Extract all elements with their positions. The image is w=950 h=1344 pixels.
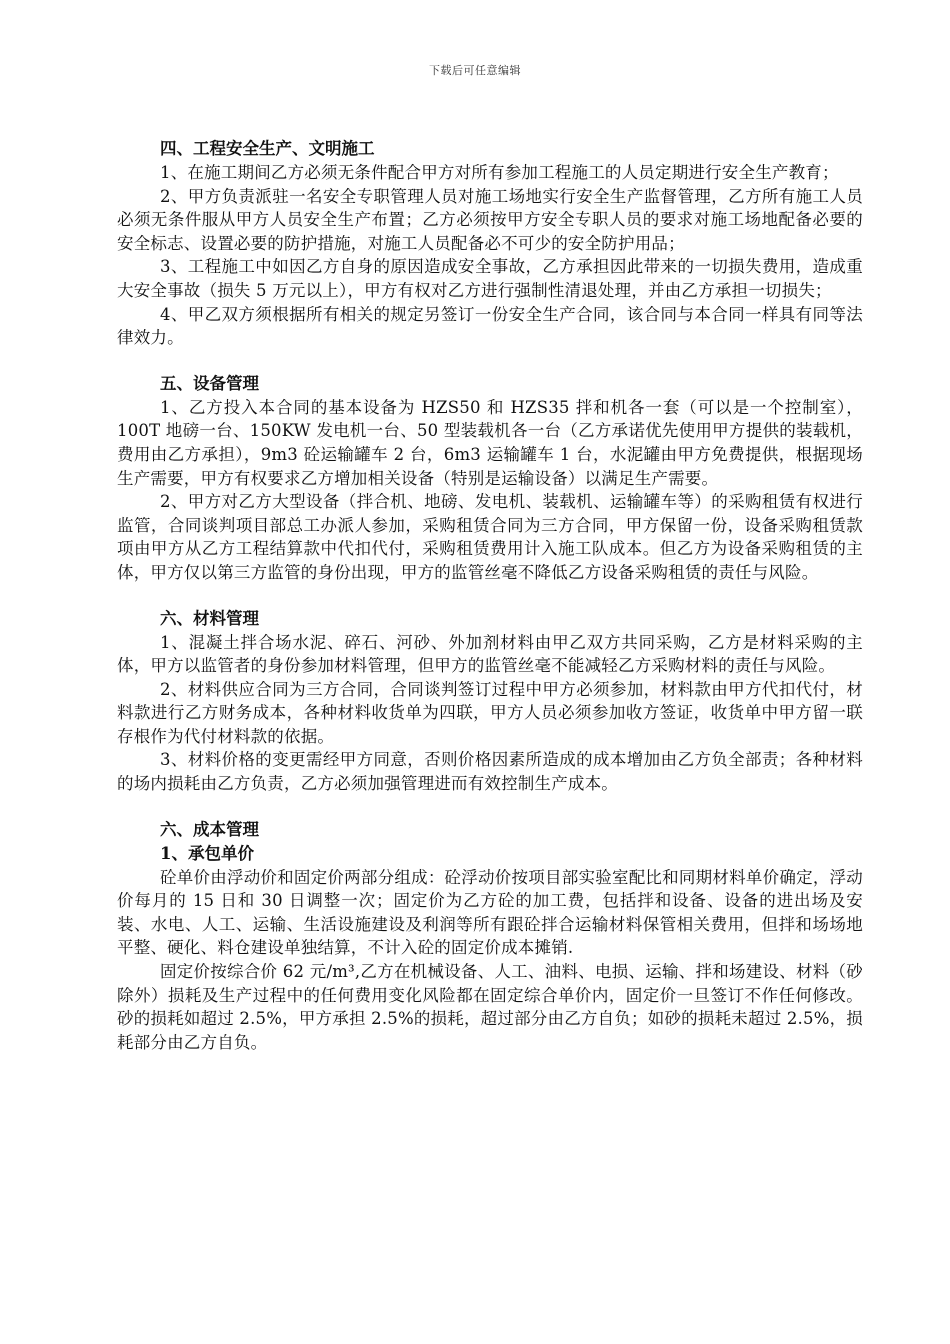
paragraph: 2、甲方对乙方大型设备（拌合机、地磅、发电机、装载机、运输罐车等）的采购租赁有权进行监管，合同谈判项目部总工办派人参加，采购租赁合同为三方合同，甲方保留一份，设备采购租赁款项由甲方从乙方工程结算款中代扣代付，采购租赁费用计入施工队成本。但乙方为设备采购租赁的主体，甲方仅以第三方监管的身份出现，甲方的监管丝毫不降低乙方设备采购租赁的责任与风险。 bbox=[117, 492, 863, 582]
paragraph: 砼单价由浮动价和固定价两部分组成：砼浮动价按项目部实验室配比和同期材料单价确定，浮动价每月的 15 日和 30 日调整一次；固定价为乙方砼的加工费，包括拌和设备、设备的进出场及安装、水电、人工、运输、生活设施建设及利润等所有跟砼拌合运输材料保管相关费用，但拌和场场地平整、硬化、料仓建设单独结算，不计入砼的固定价成本摊销. bbox=[117, 867, 863, 958]
page-header-note: 下载后可任意编辑 bbox=[429, 64, 521, 77]
paragraph: 2、材料供应合同为三方合同，合同谈判签订过程中甲方必须参加，材料款由甲方代扣代付，材料款进行乙方财务成本，各种材料收货单为四联，甲方人员必须参加收方签证，收货单中甲方留一联存根作为代付材料款的依据。 bbox=[117, 679, 863, 746]
paragraph: 3、工程施工中如因乙方自身的原因造成安全事故，乙方承担因此带来的一切损失费用，造成重大安全事故（损失 5 万元以上），甲方有权对乙方进行强制性清退处理，并由乙方承担一切损失； bbox=[117, 257, 863, 300]
paragraph: 1、混凝土拌合场水泥、碎石、河砂、外加剂材料由甲乙双方共同采购，乙方是材料采购的主体，甲方以监管者的身份参加材料管理，但甲方的监管丝毫不能减轻乙方采购材料的责任与风险。 bbox=[117, 632, 863, 676]
section-heading: 四、工程安全生产、文明施工 bbox=[160, 139, 375, 158]
section-heading: 六、成本管理 bbox=[160, 819, 259, 839]
section-safety bbox=[117, 137, 863, 350]
document-body bbox=[117, 137, 863, 1054]
section-materials bbox=[117, 607, 863, 796]
section-heading: 五、设备管理 bbox=[160, 373, 259, 393]
section-cost bbox=[117, 818, 863, 1055]
paragraph: 1、在施工期间乙方必须无条件配合甲方对所有参加工程施工的人员定期进行安全生产教育； bbox=[160, 163, 839, 182]
paragraph: 2、甲方负责派驻一名安全专职管理人员对施工场地实行安全生产监督管理，乙方所有施工人员必须无条件服从甲方人员安全生产布置；乙方必须按甲方安全专职人员的要求对施工场地配备必要的安全标志、设置必要的防护措施，对施工人员配备必不可少的安全防护用品； bbox=[117, 186, 863, 253]
section-equipment bbox=[117, 372, 863, 585]
subsection-heading: 1、承包单价 bbox=[160, 843, 254, 863]
paragraph: 固定价按综合价 62 元/m³,乙方在机械设备、人工、油料、电损、运输、拌和场建设、材料（砂除外）损耗及生产过程中的任何费用变化风险都在固定综合单价内，固定价一旦签订不作任何修改。砂的损耗如超过 2.5%，甲方承担 2.5%的损耗，超过部分由乙方自负；如砂的损耗未超过 2.5%，损耗部分由乙方自负。 bbox=[117, 962, 863, 1052]
paragraph: 4、甲乙双方须根据所有相关的规定另签订一份安全生产合同，该合同与本合同一样具有同等法律效力。 bbox=[117, 304, 863, 348]
paragraph: 3、材料价格的变更需经甲方同意，否则价格因素所造成的成本增加由乙方负全部责；各种材料的场内损耗由乙方负责，乙方必须加强管理进而有效控制生产成本。 bbox=[117, 750, 863, 794]
section-heading: 六、材料管理 bbox=[160, 608, 259, 628]
paragraph: 1、乙方投入本合同的基本设备为 HZS50 和 HZS35 拌和机各一套（可以是一个控制室），100T 地磅一台、150KW 发电机一台、50 型装载机各一台（乙方承诺优先使用甲方提供的装载机，费用由乙方承担），9m3 砼运输罐车 2 台，6m3 运输罐车 1 台，水泥罐由甲方免费提供，根据现场生产需要，甲方有权要求乙方增加相关设备（特别是运输设备）以满足生产需要。 bbox=[117, 397, 863, 488]
